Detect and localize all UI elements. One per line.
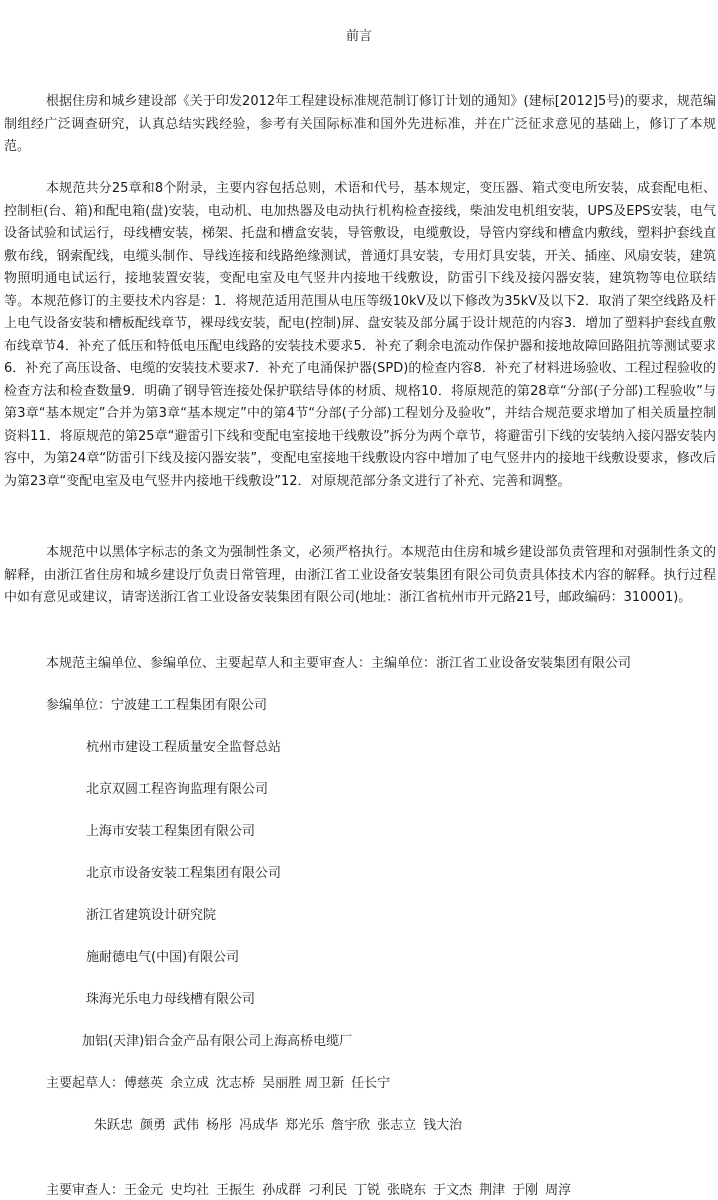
participating-unit: 浙江省建筑设计研究院: [86, 908, 217, 923]
reviewer-name: 王振生: [216, 1183, 256, 1198]
drafter-name: 任长宁: [351, 1076, 391, 1091]
reviewers-label: 主要审查人：: [46, 1183, 125, 1198]
units-intro: 本规范主编单位、参编单位、主要起草人和主要审查人：主编单位：浙江省工业设备安装集团有限公司: [46, 656, 632, 671]
drafters-label: 主要起草人：: [46, 1076, 125, 1091]
drafter-name: 武伟: [173, 1118, 200, 1133]
participating-unit: 施耐德电气(中国)有限公司: [86, 950, 240, 965]
drafter-name: 钱大治: [423, 1118, 463, 1133]
drafter-name: 詹宇欣: [331, 1118, 371, 1133]
drafters-row-2: [94, 1117, 469, 1135]
drafter-name: 吴丽胜: [262, 1076, 302, 1091]
drafter-name: 颜勇: [140, 1118, 167, 1133]
drafter-name: 张志立: [377, 1118, 417, 1133]
drafter-name: 冯成华: [239, 1118, 279, 1133]
paragraph-mandatory: 本规范中以黑体字标志的条文为强制性条文，必须严格执行。本规范由住房和城乡建设部负责管理和对强制性条文的解释，由浙江省住房和城乡建设厅负责日常管理，由浙江省工业设备安装集团有限公司负责具体技术内容的解释。执行过程中如有意见或建议，请寄送浙江省工业设备安装集团有限公司(地址：浙江省杭州市开元路21号，邮政编码：310001)。: [4, 545, 716, 605]
drafter-name: 周卫新: [305, 1076, 345, 1091]
drafter-name: 郑光乐: [285, 1118, 325, 1133]
reviewer-name: 王金元: [124, 1183, 164, 1198]
reviewer-name: 于刚: [512, 1183, 539, 1198]
participating-label: 参编单位：宁波建工工程集团有限公司: [46, 698, 268, 713]
reviewer-name: 刁利民: [308, 1183, 348, 1198]
reviewer-name: 丁锐: [354, 1183, 381, 1198]
drafter-name: 朱跃忠: [94, 1118, 134, 1133]
participating-unit: 上海市安装工程集团有限公司: [86, 824, 256, 839]
reviewer-name: 史均社: [170, 1183, 210, 1198]
drafter-name: 傅慈英: [124, 1076, 164, 1091]
drafters-row-1: [46, 1075, 397, 1093]
reviewer-name: 周淳: [545, 1183, 572, 1198]
reviewer-name: 于文杰: [433, 1183, 473, 1198]
paragraph-contents: 本规范共分25章和8个附录，主要内容包括总则，术语和代号，基本规定，变压器、箱式变电所安装，成套配电柜、控制柜(台、箱)和配电箱(盘)安装，电动机、电加热器及电动执行机构检查接线，柴油发电机组安装，UPS及EPS安装，电气设备试验和试运行，母线槽安装，梯架、托盘和槽盒安装，导管敷设，电缆敷设，导管内穿线和槽盒内敷线，塑料护套线直敷布线，钢索配线，电缆头制作、导线连接和线路绝缘测试，普通灯具安装，专用灯具安装，开关、插座、风扇安装，建筑物照明通电试运行，接地装置安装，变配电室及电气竖井内接地干线敷设，防雷引下线及接闪器安装，建筑物等电位联结等。本规范修订的主要技术内容是：1．将规范适用范围从电压等级10kV及以下修改为35kV及以下2．取消了架空线路及杆上电气设备安装和槽板配线章节，裸母线安装，配电(控制)屏、盘安装及部分属于设计规范的内容3．增加了塑料护套线直敷布线章节4．补充了低压和特低电压配电线路的安装技术要求5．补充了剩余电流动作保护器和接地故障回路阻抗等测试要求6．补充了高压设备、电缆的安装技术要求7．补充了电涌保护器(SPD)的检查内容8．补充了材料进场验收、工程过程验收的检查方法和检查数量9．明确了钢导管连接处保护联结导体的材质、规格10．将原规范的第28章“分部(子分部)工程验收”与第3章“基本规定”合并为第3章“基本规定”中的第4节“分部(子分部)工程划分及验收”，并结合规范要求增加了相关质量控制资料11．将原规范的第25章“避雷引下线和变配电室接地干线敷设”拆分为两个章节，将避雷引下线的安装纳入接闪器安装内容中，为第24章“防雷引下线及接闪器安装”，变配电室接地干线敷设内容中增加了电气竖井内的接地干线敷设要求，修改后为第23章“变配电室及电气竖井内接地干线敷设”12．对原规范部分条文进行了补充、完善和调整。: [4, 181, 716, 489]
drafter-name: 杨彤: [206, 1118, 233, 1133]
paragraph-basis: 根据住房和城乡建设部《关于印发2012年工程建设标准规范制订修订计划的通知》(建标[2012]5号)的要求，规范编制组经广泛调查研究，认真总结实践经验，参考有关国际标准和国外先进标准，并在广泛征求意见的基础上，修订了本规范。: [4, 94, 716, 154]
reviewer-name: 张晓东: [387, 1183, 427, 1198]
participating-unit: 杭州市建设工程质量安全监督总站: [86, 740, 282, 755]
participating-unit: 北京双圆工程咨询监理有限公司: [86, 782, 269, 797]
participating-unit: 加铝(天津)铝合金产品有限公司上海高桥电缆厂: [82, 1034, 353, 1049]
participating-unit: 北京市设备安装工程集团有限公司: [86, 866, 282, 881]
reviewers-row: [46, 1182, 578, 1200]
reviewer-name: 孙成群: [262, 1183, 302, 1198]
participating-unit: 珠海光乐电力母线槽有限公司: [86, 992, 256, 1007]
drafter-name: 余立成: [170, 1076, 210, 1091]
page-title: 前言: [345, 29, 372, 44]
drafter-name: 沈志桥: [216, 1076, 256, 1091]
reviewer-name: 荆津: [479, 1183, 506, 1198]
